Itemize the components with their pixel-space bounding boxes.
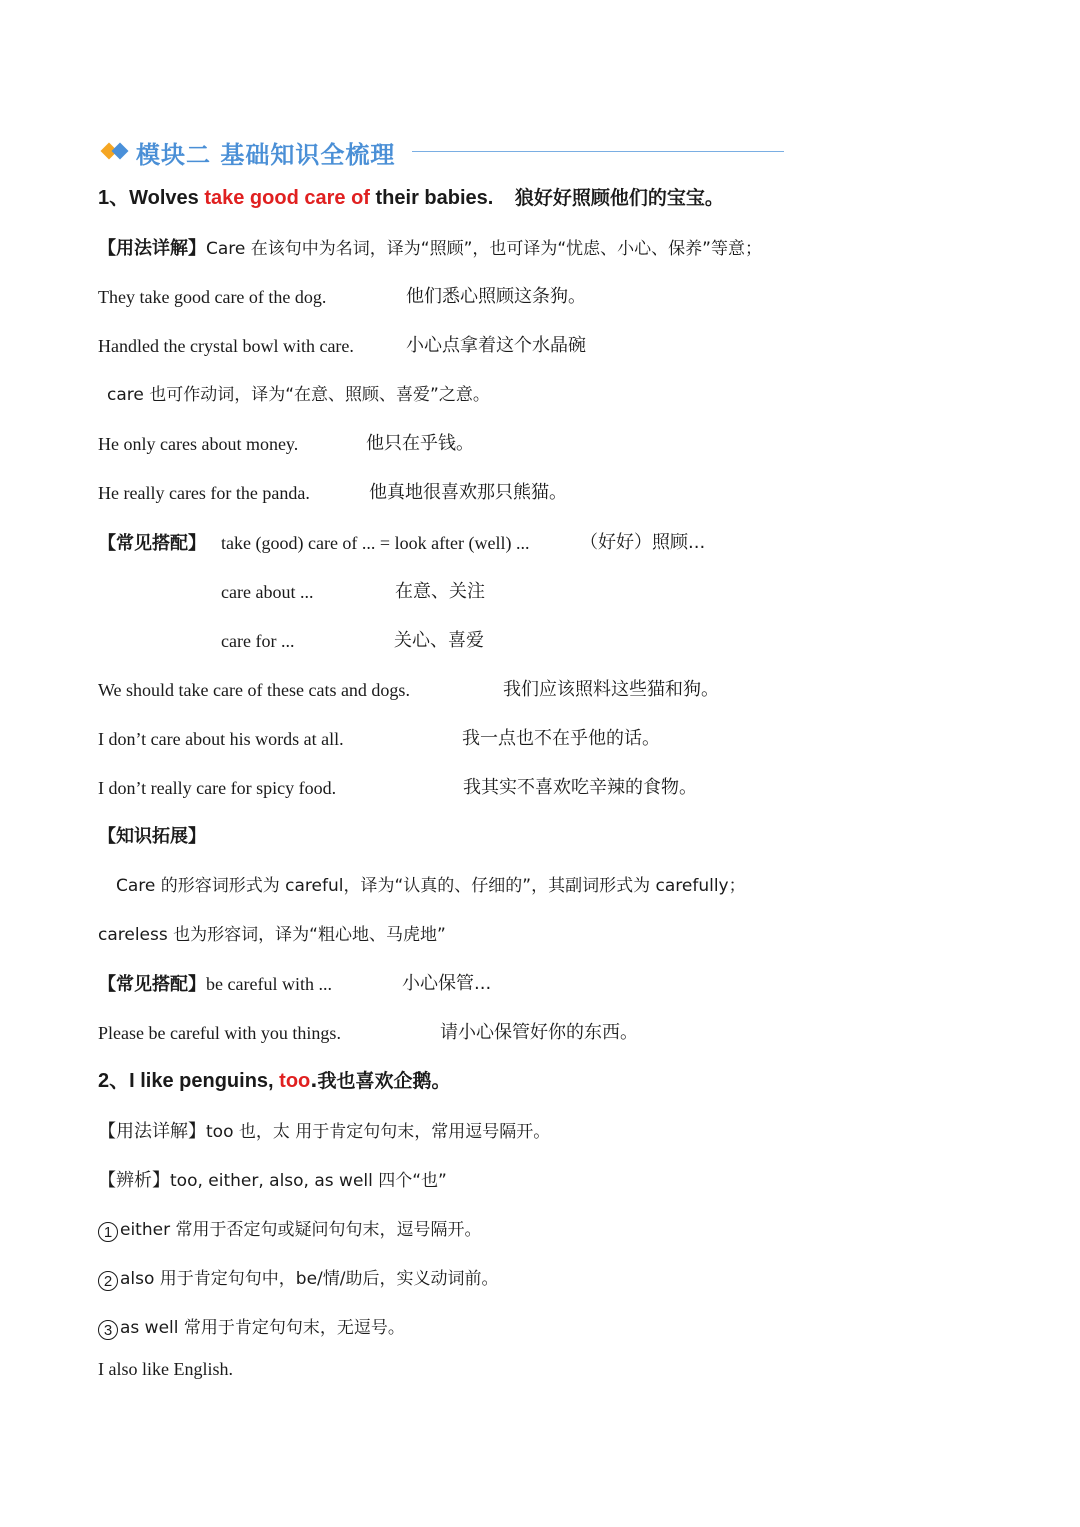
example-cn: 他只在乎钱。 [366,433,474,454]
collocation-cn: 小心保管... [402,973,492,994]
collocation-en: care for ... [221,631,295,651]
example-row [98,776,697,800]
list-item [98,1266,499,1291]
example-row [98,334,586,358]
section2-heading [98,1069,450,1093]
circled-number-icon: 2 [98,1271,118,1291]
example-en: He only cares about money. [98,434,299,454]
example-row [98,1021,638,1045]
usage-tag: 【用法详解】 [98,238,206,259]
analysis-text: too, either, also, as well 四个“也” [170,1171,447,1191]
module-divider [412,151,784,152]
collocation-en: care about ... [221,582,314,602]
example-en: I don’t care about his words at all. [98,729,344,749]
expand-text: Care 的形容词形式为 careful，译为“认真的、仔细的”，其副词形式为 carefully； [116,876,746,896]
example-cn: 我一点也不在乎他的话。 [462,728,660,749]
example-en: Handled the crystal bowl with care. [98,336,354,356]
heading-text: .我也喜欢企鹅。 [310,1070,451,1092]
example-cn: 他真地很喜欢那只熊猫。 [369,482,567,503]
list-item-text: also 用于肯定句句中，be/情/助后，实义动词前。 [120,1269,499,1289]
example-en: I also like English. [98,1359,233,1379]
collocation-en: be careful with ... [206,974,332,994]
heading-text: 1、Wolves [98,187,205,209]
circled-number-icon: 1 [98,1222,118,1242]
example-cn: 小心点拿着这个水晶碗 [406,335,586,356]
double-diamond-icon [102,142,130,162]
verb-note: care 也可作动词，译为“在意、照顾、喜爱”之意。 [107,385,490,405]
usage-tag: 【用法详解】 [98,1121,206,1142]
heading-text: 2、I like penguins, [98,1070,280,1092]
analysis-tag: 【辨析】 [98,1170,170,1191]
section1-heading [98,186,724,210]
example-cn: 我其实不喜欢吃辛辣的食物。 [463,777,697,798]
collocation-cn: 在意、关注 [395,581,485,602]
expand-text: careless 也为形容词，译为“粗心地、马虎地” [98,925,446,945]
example-row [98,678,719,702]
circled-number-icon: 3 [98,1320,118,1340]
usage-text: too 也，太 用于肯定句句末，常用逗号隔开。 [206,1122,551,1142]
usage-explanation [98,236,762,261]
example-en: He really cares for the panda. [98,483,310,503]
example-en: We should take care of these cats and dogs. [98,680,410,700]
list-item-text: either 常用于否定句或疑问句句末，逗号隔开。 [120,1220,482,1240]
collocation-cn: （好好）照顾... [580,532,706,553]
usage-text: Care 在该句中为名词，译为“照顾”，也可译为“忧虑、小心、保养”等意； [206,239,762,259]
example-cn: 他们悉心照顾这条狗。 [406,286,586,307]
example-row [98,481,567,505]
example-cn: 请小心保管好你的东西。 [440,1022,638,1043]
collocation-en: take (good) care of ... = look after (well) ... [221,533,530,553]
collocation-row [98,531,706,556]
heading-translation: 狼好好照顾他们的宝宝。 [514,187,724,209]
collocation-tag: 【常见搭配】 [98,974,206,995]
collocation-cn: 关心、喜爱 [394,630,484,651]
example-cn: 我们应该照料这些猫和狗。 [503,679,719,700]
heading-highlight: take good care of [204,187,370,209]
example-en: I don’t really care for spicy food. [98,778,337,798]
heading-highlight: too [279,1070,311,1092]
heading-text: their babies. [369,187,494,209]
collocation-tag: 【常见搭配】 [98,533,206,554]
analysis-row [98,1168,447,1193]
module-title: 模块二 基础知识全梳理 [136,140,396,169]
list-item [98,1217,481,1242]
usage-explanation [98,1119,550,1144]
expand-tag: 【知识拓展】 [98,826,206,847]
example-row [98,432,474,456]
example-row [98,285,586,309]
example-en: Please be careful with you things. [98,1023,341,1043]
example-row [98,727,660,751]
list-item [98,1315,405,1340]
collocation-row [98,972,492,997]
example-en: They take good care of the dog. [98,287,327,307]
module-header [102,134,395,170]
list-item-text: as well 常用于肯定句句末，无逗号。 [120,1318,405,1338]
